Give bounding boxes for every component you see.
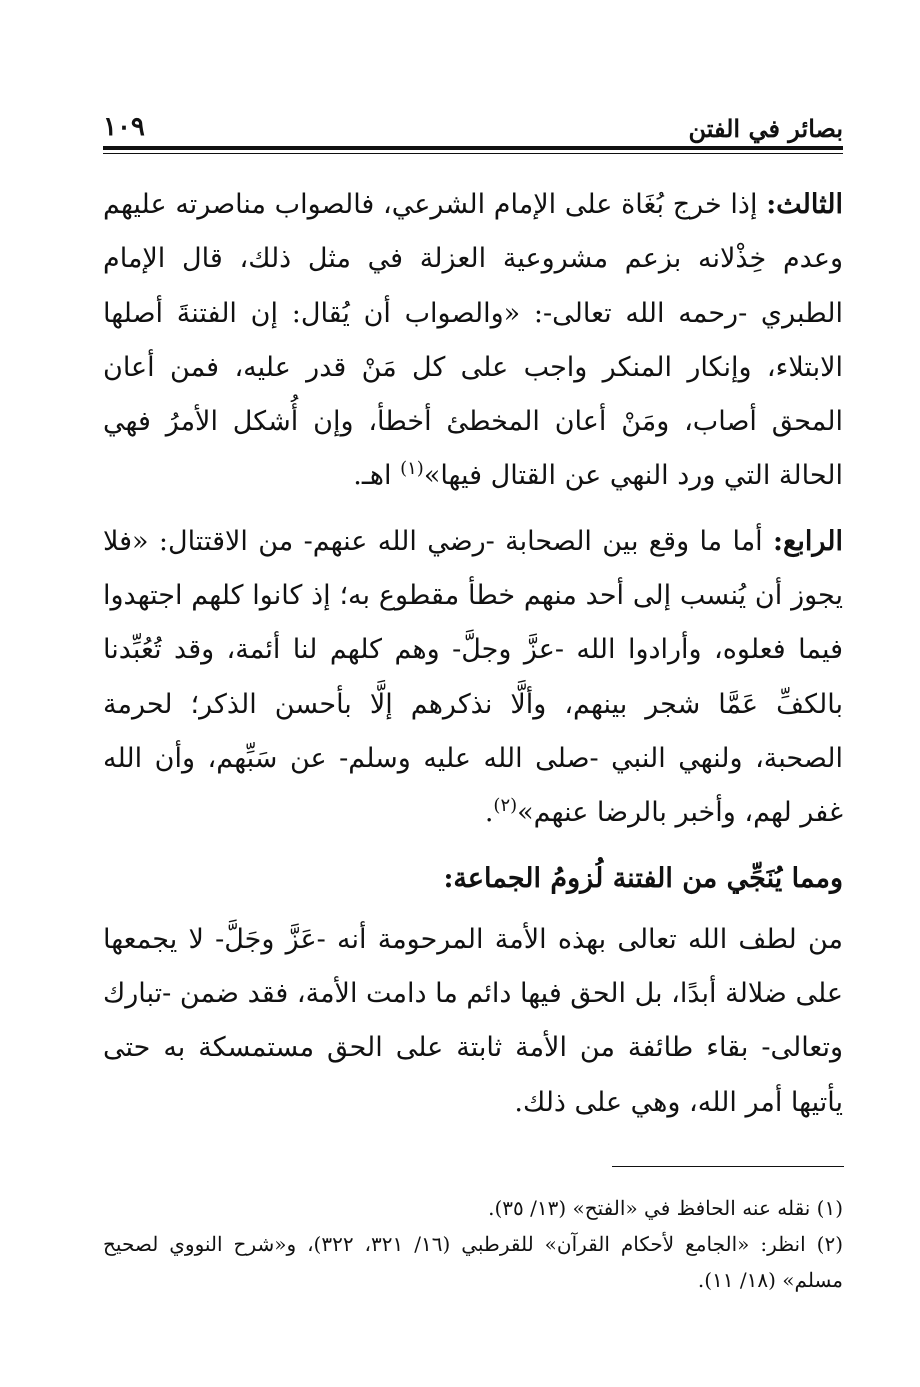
paragraph-tail-third: اهـ. [353,460,401,492]
header-rule-thick [103,146,843,150]
running-head-title: بصائر في الفتن [688,114,843,143]
closing-paragraph: من لطف الله تعالى بهذه الأمة المرحومة أنه -عَزَّ وجَلَّ- لا يجمعها على ضلالة أبدًا، بل الحق فيها دائم ما دامت الأمة، فقد ضمن -تبارك وتعالى- بقاء طائفة من الأمة ثابتة على الحق مستمسكة به حتى يأتيها أمر الله، وهي على ذلك. [103,923,843,1118]
footnote-number-1: (١) [816,1196,843,1220]
paragraph-tail-fourth: . [484,797,494,829]
footnote-number-2: (٢) [816,1232,843,1256]
paragraph-text-third: إذا خرج بُغَاة على الإمام الشرعي، فالصواب مناصرته عليهم وعدم خِذْلانه بزعم مشروعية العزلة في مثل ذلك، قال الإمام الطبري -رحمه الله تعالى-: «والصواب أن يُقال: إن الفتنةَ أصلها الابتلاء، وإنكار المنكر واجب على كل مَنْ قدر عليه، فمن أعان المحق أصاب، ومَنْ أعان المخطئ أخطأ، وإن أُشكل الأمرُ فهي الحالة التي ورد النهي عن القتال فيها» [103,189,843,492]
footnote-marker-1: (١) [400,458,424,480]
running-head [103,108,843,148]
footnote-2 [103,1226,843,1298]
section-heading: ومما يُنَجِّي من الفتنة لُزومُ الجماعة: [443,862,843,894]
body-text [103,178,843,1130]
footnote-text-2: انظر: «الجامع لأحكام القرآن» للقرطبي (١٦/ ٣٢١، ٣٢٢)، و«شرح النووي لصحيح مسلم» (١٨/ ١١). [103,1232,843,1292]
footnote-marker-2: (٢) [493,795,518,817]
footnotes [103,1190,843,1298]
footnote-text-1: نقله عنه الحافظ في «الفتح» (١٣/ ٣٥). [488,1196,817,1220]
header-rule-thin [103,153,843,154]
footnote-1 [103,1190,843,1226]
paragraph-fourth [103,515,843,841]
paragraph-lead-fourth: الرابع: [773,525,843,557]
paragraph-text-fourth: أما ما وقع بين الصحابة -رضي الله عنهم- من الاقتتال: «فلا يجوز أن يُنسب إلى أحد منهم خطأ مقطوع به؛ إذ كانوا كلهم اجتهدوا فيما فعلوه، وأرادوا الله -عزَّ وجلَّ- وهم كلهم لنا أئمة، وقد تُعُبِّدنا بالكفِّ عَمَّا شجر بينهم، وألَّا نذكرهم إلَّا بأحسن الذكر؛ لحرمة الصحبة، ولنهي النبي -صلى الله عليه وسلم- عن سَبِّهم، وأن الله غفر لهم، وأخبر بالرضا عنهم» [103,525,844,829]
footnote-separator [612,1166,844,1167]
paragraph-lead-third: الثالث: [766,189,843,220]
page-number: ١٠٩ [103,112,145,142]
paragraph-third [103,178,843,504]
